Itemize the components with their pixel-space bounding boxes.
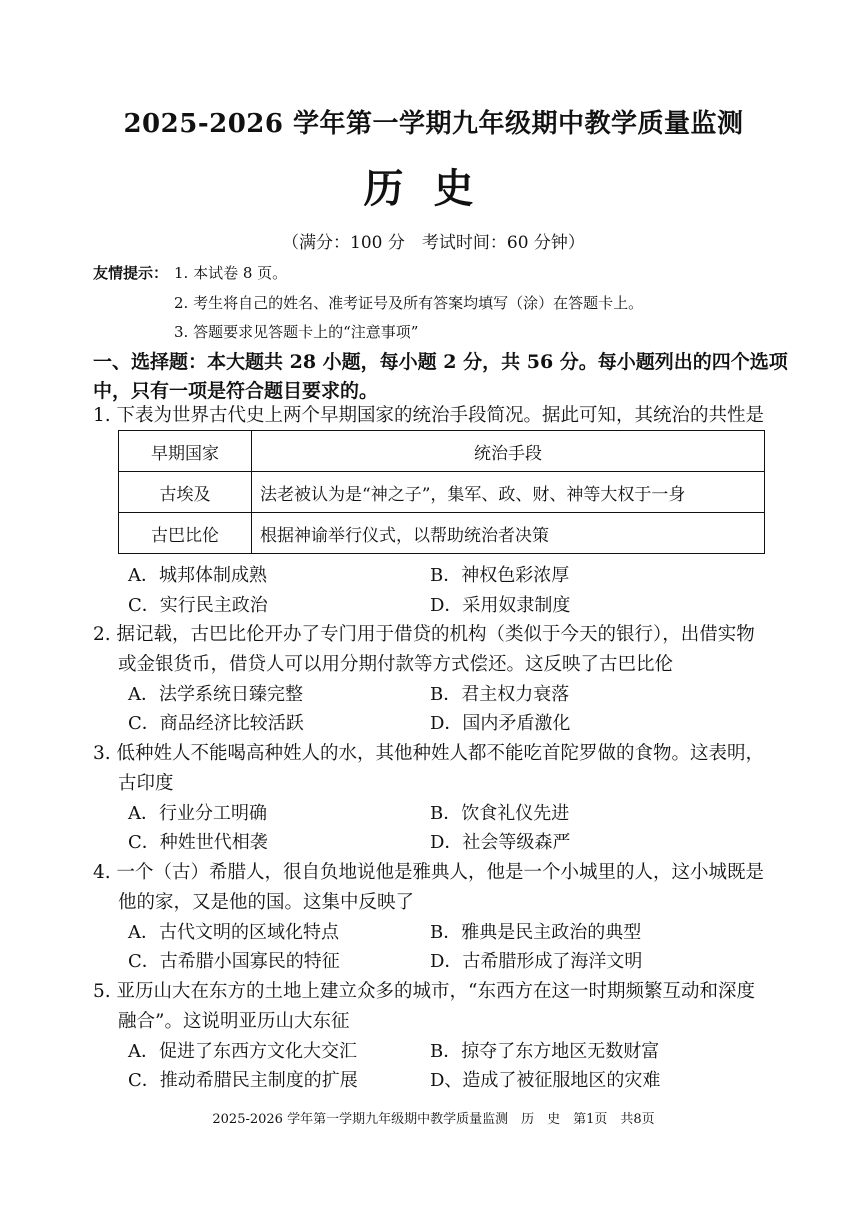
exam-meta: （满分：100 分 考试时间：60 分钟） <box>282 233 585 253</box>
table-row <box>119 472 765 513</box>
option-c: C．实行民主政治 <box>128 595 268 616</box>
table-row <box>119 513 765 554</box>
table-header-cell: 早期国家 <box>119 431 252 472</box>
question-3-stem-cont: 古印度 <box>118 773 174 794</box>
option-a: A．促进了东西方文化大交汇 <box>128 1041 357 1062</box>
tip-item: 3. 答题要求见答题卡上的“注意事项” <box>174 323 419 341</box>
question-5-stem-cont: 融合”。这说明亚历山大东征 <box>118 1011 350 1032</box>
exam-title: 2025-2026 学年第一学期九年级期中教学质量监测 <box>123 109 744 139</box>
tip-item: 1. 本试卷 8 页。 <box>174 264 288 282</box>
option-d: D．古希腊形成了海洋文明 <box>430 951 643 972</box>
option-d: D．社会等级森严 <box>430 832 571 853</box>
subject-title: 历史 <box>363 165 504 212</box>
question-4-stem-cont: 他的家，又是他的国。这集中反映了 <box>118 892 415 913</box>
option-c: C．推动希腊民主制度的扩展 <box>128 1070 358 1091</box>
option-b: B．君主权力衰落 <box>430 684 570 705</box>
tip-item: 2. 考生将自己的姓名、准考证号及所有答案均填写（涂）在答题卡上。 <box>174 294 644 312</box>
option-c: C．古希腊小国寡民的特征 <box>128 951 340 972</box>
table-cell: 根据神谕举行仪式，以帮助统治者决策 <box>252 513 765 554</box>
question-2-stem-cont: 或金银货币，借贷人可以用分期付款等方式偿还。这反映了古巴比伦 <box>118 654 674 675</box>
table-cell: 古巴比伦 <box>119 513 252 554</box>
option-a: A．城邦体制成熟 <box>128 565 267 586</box>
option-c: C．种姓世代相袭 <box>128 832 268 853</box>
question-5-stem: 5. 亚历山大在东方的土地上建立众多的城市，“东西方在这一时期频繁互动和深度 <box>93 981 755 1002</box>
section-heading-text: 一、选择题：本大题共 28 小题，每小题 2 分，共 56 分。每小题列出的四个选项中，只有一项是符合题目要求的。 <box>93 351 788 402</box>
tips-label: 友情提示： <box>93 264 169 282</box>
section-heading <box>93 348 793 406</box>
option-d: D．国内矛盾激化 <box>430 713 571 734</box>
question-1-table <box>118 430 765 554</box>
table-cell: 法老被认为是“神之子”，集军、政、财、神等大权于一身 <box>252 472 765 513</box>
option-b: B．掠夺了东方地区无数财富 <box>430 1041 660 1062</box>
question-2-stem: 2. 据记载，古巴比伦开办了专门用于借贷的机构（类似于今天的银行），出借实物 <box>93 624 755 645</box>
question-4-stem: 4. 一个（古）希腊人，很自负地说他是雅典人，他是一个小城里的人，这小城既是 <box>93 862 765 883</box>
table-header-row <box>119 431 765 472</box>
option-b: B．饮食礼仪先进 <box>430 803 570 824</box>
option-b: B．神权色彩浓厚 <box>430 565 570 586</box>
page-footer: 2025-2026 学年第一学期九年级期中教学质量监测 历 史 第1页 共8页 <box>212 1112 655 1127</box>
table-cell: 古埃及 <box>119 472 252 513</box>
question-1-stem: 1. 下表为世界古代史上两个早期国家的统治手段简况。据此可知，其统治的共性是 <box>93 405 765 426</box>
option-a: A．法学系统日臻完整 <box>128 684 303 705</box>
option-d: D．采用奴隶制度 <box>430 595 571 616</box>
option-b: B．雅典是民主政治的典型 <box>430 922 642 943</box>
question-3-stem: 3. 低种姓人不能喝高种姓人的水，其他种姓人都不能吃首陀罗做的食物。这表明， <box>93 743 765 764</box>
option-a: A．行业分工明确 <box>128 803 267 824</box>
option-a: A．古代文明的区域化特点 <box>128 922 339 943</box>
table-header-cell: 统治手段 <box>252 431 765 472</box>
option-d: D、造成了被征服地区的灾难 <box>430 1070 661 1091</box>
option-c: C．商品经济比较活跃 <box>128 713 304 734</box>
